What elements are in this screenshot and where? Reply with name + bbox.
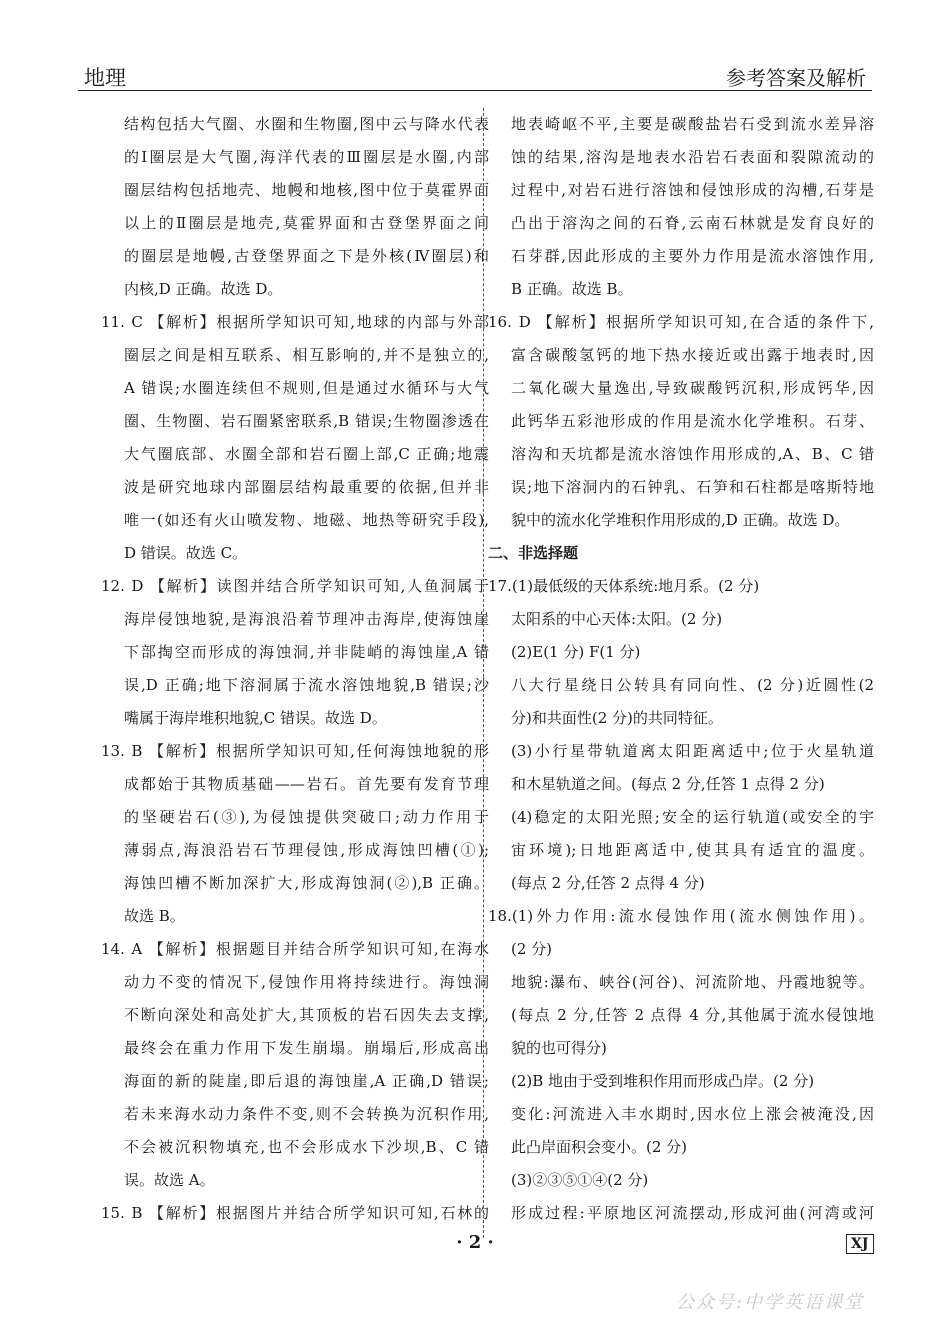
text-line: 内核,D 正确。故选 D。 <box>124 280 283 298</box>
text-line: 嘴属于海岸堆积地貌,C 错误。故选 D。 <box>124 709 387 727</box>
text-line: 此凸岸面积会变小。(2 分) <box>511 1138 688 1156</box>
text-line: 形成过程:平原地区河流摆动,形成河曲(河湾或河 <box>511 1204 874 1222</box>
text-line: 溶沟和天坑都是流水溶蚀作用形成的,A、B、C 错 <box>511 445 874 463</box>
text-line: 若未来海水动力条件不变,则不会转换为沉积作用, <box>124 1105 489 1123</box>
text-line: 结构包括大气圈、水圈和生物圈,图中云与降水代表 <box>124 115 489 133</box>
text-line: 二氧化碳大量逸出,导致碳酸钙沉积,形成钙华,因 <box>511 379 874 397</box>
text-line: 此钙华五彩池形成的作用是流水化学堆积。石芽、 <box>511 412 874 430</box>
text-line: 宙环境);日地距离适中,使其具有适宜的温度。 <box>511 841 874 859</box>
right-column <box>488 108 874 1230</box>
text-line: 15. B 【解析】根据图片并结合所学知识可知,石林的 <box>101 1204 489 1222</box>
edition-tag: XJ <box>846 1234 874 1254</box>
page-header <box>78 58 872 90</box>
text-line: 过程中,对岩石进行溶蚀和侵蚀形成的沟槽,石芽是 <box>511 181 874 199</box>
text-line: 13. B 【解析】根据所学知识可知,任何海蚀地貌的形 <box>101 742 489 760</box>
text-line: 下部掏空而形成的海蚀洞,并非陡峭的海蚀崖,A 错 <box>124 643 489 661</box>
watermark: 公众号:中学英语课堂 <box>676 1292 865 1313</box>
text-line: 不会被沉积物填充,也不会形成水下沙坝,B、C 错 <box>124 1138 489 1156</box>
text-line: 富含碳酸氢钙的地下热水接近或出露于地表时,因 <box>511 346 874 364</box>
section-heading: 二、非选择题 <box>488 544 579 562</box>
text-line: (3)②③⑤①④(2 分) <box>511 1171 649 1189</box>
column-divider <box>483 108 484 1238</box>
text-line: D 错误。故选 C。 <box>124 544 248 562</box>
text-line: 故选 B。 <box>124 907 185 925</box>
text-line: 误。故选 A。 <box>124 1171 215 1189</box>
page-number: · 2 · <box>456 1232 494 1253</box>
text-line: 17.(1)最低级的天体系统:地月系。(2 分) <box>488 577 760 595</box>
text-line: 凸出于溶沟之间的石脊,云南石林就是发育良好的 <box>511 214 874 232</box>
text-line: 海蚀凹槽不断加深扩大,形成海蚀洞(②),B 正确。 <box>124 874 489 892</box>
text-line: 的Ⅰ圈层是大气圈,海洋代表的Ⅲ圈层是水圈,内部 <box>124 148 489 166</box>
text-line: 貌的也可得分) <box>511 1039 607 1057</box>
text-line: 和木星轨道之间。(每点 2 分,任答 1 点得 2 分) <box>511 775 825 793</box>
document-title: 参考答案及解析 <box>726 66 866 90</box>
header-rule <box>78 90 872 91</box>
text-line: (每点 2 分,任答 2 点得 4 分) <box>511 874 705 892</box>
text-line: 变化:河流进入丰水期时,因水位上涨会被淹没,因 <box>511 1105 874 1123</box>
text-line: 圈层之间是相互联系、相互影响的,并不是独立的, <box>124 346 489 364</box>
text-line: 不断向深处和高处扩大,其顶板的岩石因失去支撑, <box>124 1006 489 1024</box>
subject-label: 地理 <box>84 66 126 90</box>
text-line: (每点 2 分,任答 2 点得 4 分,其他属于流水侵蚀地 <box>511 1006 874 1024</box>
text-line: 18.(1)外力作用:流水侵蚀作用(流水侧蚀作用)。 <box>488 907 874 925</box>
text-line: 海岸侵蚀地貌,是海浪沿着节理冲击海岸,使海蚀崖 <box>124 610 489 628</box>
text-line: 唯一(如还有火山喷发物、地磁、地热等研究手段), <box>124 511 489 529</box>
text-line: 太阳系的中心天体:太阳。(2 分) <box>511 610 723 628</box>
text-line: 的坚硬岩石(③),为侵蚀提供突破口;动力作用于 <box>124 808 489 826</box>
text-line: 动力不变的情况下,侵蚀作用将持续进行。海蚀洞 <box>124 973 489 991</box>
text-line: (3)小行星带轨道离太阳距离适中;位于火星轨道 <box>511 742 874 760</box>
text-line: 成都始于其物质基础——岩石。首先要有发育节理 <box>124 775 489 793</box>
text-line: (2)E(1 分) F(1 分) <box>511 643 641 661</box>
text-line: 薄弱点,海浪沿岩石节理侵蚀,形成海蚀凹槽(①); <box>124 841 489 859</box>
text-line: 地表崎岖不平,主要是碳酸盐岩石受到流水差异溶 <box>511 115 874 133</box>
left-column <box>101 108 489 1230</box>
text-line: B 正确。故选 B。 <box>511 280 633 298</box>
text-line: 貌中的流水化学堆积作用形成的,D 正确。故选 D。 <box>511 511 850 529</box>
text-line: 最终会在重力作用下发生崩塌。崩塌后,形成高出 <box>124 1039 489 1057</box>
text-line: 海面的新的陡崖,即后退的海蚀崖,A 正确,D 错误; <box>124 1072 489 1090</box>
text-line: 16. D 【解析】根据所学知识可知,在合适的条件下, <box>488 313 874 331</box>
text-line: 分)和共面性(2 分)的共同特征。 <box>511 709 723 727</box>
text-line: (4)稳定的太阳光照;安全的运行轨道(或安全的宇 <box>511 808 874 826</box>
text-line: 蚀的结果,溶沟是地表水沿岩石表面和裂隙流动的 <box>511 148 874 166</box>
text-line: 石芽群,因此形成的主要外力作用是流水溶蚀作用, <box>511 247 874 265</box>
text-line: (2)B 地由于受到堆积作用而形成凸岸。(2 分) <box>511 1072 815 1090</box>
text-line: 的圈层是地幔,古登堡界面之下是外核(Ⅳ圈层)和 <box>124 247 489 265</box>
text-line: 11. C 【解析】根据所学知识可知,地球的内部与外部 <box>101 313 489 331</box>
text-line: 误,D 正确;地下溶洞属于流水溶蚀地貌,B 错误;沙 <box>124 676 489 694</box>
text-line: 14. A 【解析】根据题目并结合所学知识可知,在海水 <box>101 940 489 958</box>
text-line: 以上的Ⅱ圈层是地壳,莫霍界面和古登堡界面之间 <box>124 214 489 232</box>
text-line: 圈层结构包括地壳、地幔和地核,图中位于莫霍界面 <box>124 181 489 199</box>
text-line: A 错误;水圈连续但不规则,但是通过水循环与大气 <box>124 379 489 397</box>
text-line: 12. D 【解析】读图并结合所学知识可知,人鱼洞属于 <box>101 577 489 595</box>
text-line: 误;地下溶洞内的石钟乳、石笋和石柱都是喀斯特地 <box>511 478 874 496</box>
text-line: 八大行星绕日公转具有同向性、(2 分)近圆性(2 <box>511 676 874 694</box>
text-line: 大气圈底部、水圈全部和岩石圈上部,C 正确;地震 <box>124 445 489 463</box>
text-line: (2 分) <box>511 940 553 958</box>
text-line: 圈、生物圈、岩石圈紧密联系,B 错误;生物圈渗透在 <box>124 412 489 430</box>
text-line: 波是研究地球内部圈层结构最重要的依据,但并非 <box>124 478 489 496</box>
text-line: 地貌:瀑布、峡谷(河谷)、河流阶地、丹霞地貌等。 <box>511 973 874 991</box>
